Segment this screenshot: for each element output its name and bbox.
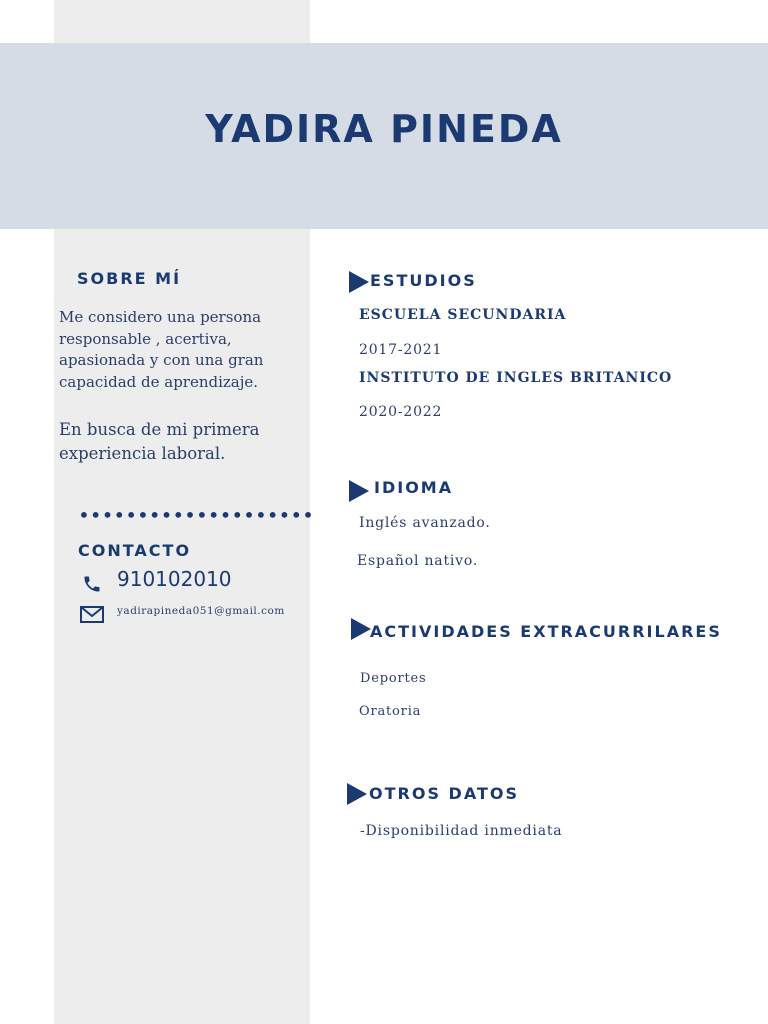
activity-item: Oratoria — [359, 704, 422, 719]
section-title-otros: OTROS DATOS — [369, 784, 519, 803]
triangle-bullet-icon — [349, 271, 369, 293]
activity-item: Deportes — [360, 671, 427, 686]
email-address: yadirapineda051@gmail.com — [117, 605, 285, 617]
person-name: YADIRA PINEDA — [205, 107, 563, 151]
school-years: 2017-2021 — [359, 342, 443, 358]
about-text-secondary: En busca de mi primera experiencia laboral. — [59, 420, 260, 463]
school-name: INSTITUTO DE INGLES BRITANICO — [359, 370, 673, 386]
section-title-idioma: IDIOMA — [374, 478, 454, 497]
about-title: SOBRE MÍ — [77, 269, 182, 288]
phone-icon — [82, 573, 102, 595]
envelope-icon — [80, 606, 104, 623]
triangle-bullet-icon — [347, 783, 367, 805]
other-data-item: -Disponibilidad inmediata — [360, 823, 563, 839]
triangle-bullet-icon — [349, 480, 369, 502]
section-title-estudios: ESTUDIOS — [370, 271, 477, 290]
school-name: ESCUELA SECUNDARIA — [359, 307, 567, 323]
language-item: Inglés avanzado. — [359, 515, 491, 531]
about-text: Me considero una persona responsable , acertiva, apasionada y con una gran capacidad de aprendizaje. — [59, 308, 264, 391]
dotted-divider: •••••••••••••••••••• — [78, 503, 314, 527]
section-title-actividades: ACTIVIDADES EXTRACURRILARES — [370, 622, 722, 641]
phone-number: 910102010 — [117, 567, 232, 591]
language-item: Español nativo. — [357, 553, 479, 569]
school-years: 2020-2022 — [359, 404, 443, 420]
contact-title: CONTACTO — [78, 541, 192, 560]
triangle-bullet-icon — [351, 618, 371, 640]
